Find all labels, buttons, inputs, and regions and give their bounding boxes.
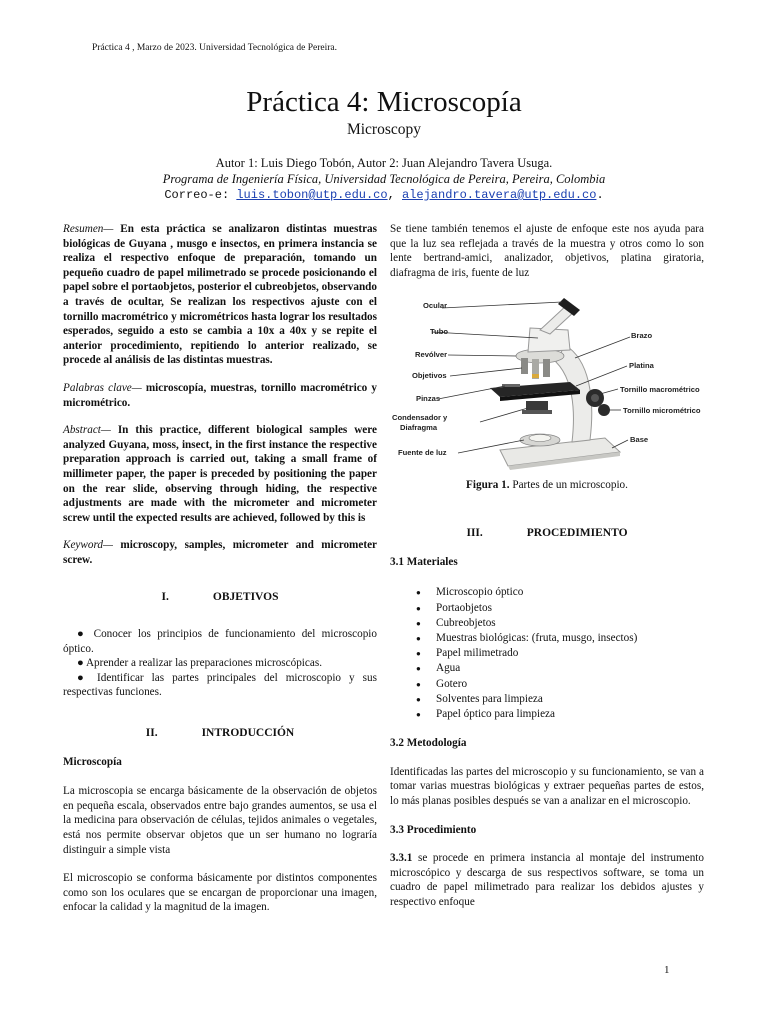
label-tornillo-micrometrico: Tornillo micrométrico — [623, 406, 701, 416]
label-pinzas: Pinzas — [416, 394, 441, 404]
email-prefix: Correo-e: — [164, 188, 237, 202]
right-column — [390, 222, 704, 910]
section-1-number: I. — [161, 591, 169, 604]
author-line: Autor 1: Luis Diego Tobón, Autor 2: Juan Alejandro Tavera Usuga. — [215, 156, 553, 170]
keywords-en-text: microscopy, samples, micrometer and micrometer screw. — [63, 539, 377, 566]
paper-title: Práctica 4: Microscopía — [246, 86, 522, 118]
label-tubo: Tubo — [430, 327, 448, 337]
author-block — [0, 155, 768, 203]
keywords-es-label: Palabras clave— — [63, 381, 142, 394]
left-column — [63, 222, 377, 915]
resumen-text: En esta práctica se analizaron distintas muestras biológicas de Guyana , musgo e insectos, en primera instancia se realiza el respectivo enfoque de preparación, tomando un pequeño cuadro de papel milimetrado se procede posicionando el papel sobre el portaobjetos, posterior el cubreobjetos, observando a través de ocultar, Se realizan los respectivos ajuste con el tornillo macrométrico y micrométricos hasta lograr los resultados esperados, seguido a esto se cambia a 10x a 40x y se repite el anterior procedimiento, repitiendo lo anterior realizado, se procede al análisis de las distintas muestras. — [63, 223, 377, 367]
keywords-es-text: microscopía, muestras, tornillo macrométrico y micrométrico. — [63, 381, 377, 409]
procedure-text: se procede en primera instancia al montaje del instrumento microscópico y descarga de sus respectivos software, se toma un cuadro de papel milimetrado para realizar los debidos ajustes y respectivo enfoque — [390, 852, 704, 908]
label-brazo: Brazo — [631, 331, 653, 341]
section-3-heading — [390, 526, 704, 541]
label-fuente-de-luz: Fuente de luz — [398, 448, 447, 458]
objective-item: ● Identificar las partes principales del microscopio y sus respectivas funciones. — [63, 671, 377, 699]
paper-subtitle: Microscopy — [346, 121, 422, 138]
list-item: ● Muestras biológicas: (fruta, musgo, insectos) — [436, 631, 704, 646]
list-item: ● Cubreobjetos — [436, 616, 704, 631]
email-separator: , — [387, 188, 402, 202]
figure-leader-lines — [432, 302, 630, 453]
section-2-heading — [63, 726, 377, 741]
microscope-illustration — [490, 298, 620, 470]
keywords-es-paragraph — [63, 381, 377, 410]
email-suffix: . — [596, 188, 604, 202]
right-intro-paragraph: Se tiene también tenemos el ajuste de enfoque este nos ayuda para que la luz sea reflejada a través de la muestra y otros como lo son lente bertrand-amici, analizador, objetivos, platina giratoria, diafragma de iris, fuente de luz — [390, 223, 704, 279]
email-link-1[interactable]: luis.tobon@utp.edu.co — [236, 188, 388, 202]
keywords-en-label: Keyword— — [63, 539, 113, 552]
section-2-number: II. — [145, 727, 158, 740]
section-3-number: III. — [466, 527, 483, 540]
email-link-2[interactable]: alejandro.tavera@utp.edu.co — [402, 188, 597, 202]
materials-heading: 3.1 Materiales — [390, 555, 458, 568]
resumen-paragraph — [63, 222, 377, 368]
section-2-title: INTRODUCCIÓN — [201, 727, 295, 740]
microscope-figure — [390, 290, 704, 474]
affiliation: Programa de Ingeniería Física, Universidad Tecnológica de Pereira, Pereira, Colombia — [162, 172, 606, 186]
label-ocular: Ocular — [423, 301, 448, 311]
figure-caption-label: Figura 1. — [466, 479, 510, 492]
list-item: ● Papel milimetrado — [436, 646, 704, 661]
intro-paragraph-1: La microscopia se encarga básicamente de la observación de objetos en pequeña escala, observados entre bajo grandes aumentos, se usa el la medicina para observación de células, tejidos animales o vegetales, está nos permite observar objetos que un ser humano no lograría distinguir a simple vista — [63, 785, 377, 856]
label-revolver: Revólver — [415, 350, 448, 360]
objective-item: ● Aprender a realizar las preparaciones microscópicas. — [77, 657, 322, 670]
abstract-paragraph — [63, 423, 377, 525]
list-item: ● Microscopio óptico — [436, 585, 704, 600]
resumen-label: Resumen— — [63, 223, 114, 235]
microscope-diagram — [390, 290, 704, 474]
microscopia-subheading: Microscopía — [63, 755, 122, 768]
label-platina: Platina — [629, 361, 654, 371]
page-number: 1 — [664, 964, 670, 976]
label-objetivos: Objetivos — [412, 371, 447, 381]
section-3-title: PROCEDIMIENTO — [526, 527, 628, 540]
figure-caption-text: Partes de un microscopio. — [509, 479, 628, 492]
section-1-title: OBJETIVOS — [212, 591, 279, 604]
section-1-heading — [63, 590, 377, 605]
list-item: ● Agua — [436, 661, 704, 676]
keywords-en-paragraph — [63, 538, 377, 567]
running-header: Práctica 4 , Marzo de 2023. Universidad Tecnológica de Pereira. — [92, 43, 338, 53]
procedure-paragraph — [390, 851, 704, 909]
figure-caption — [390, 478, 704, 493]
method-heading: 3.2 Metodología — [390, 737, 467, 750]
list-item: ● Papel óptico para limpieza — [436, 707, 704, 722]
method-paragraph: Identificadas las partes del microscopio y su funcionamiento, se van a tomar varias muestras biológicas y extraer pequeñas partes de estos, lo más planas posibles después se van a analizar en el microscopio. — [390, 765, 704, 807]
procedure-label: 3.3.1 — [390, 852, 413, 865]
intro-paragraph-2: El microscopio se conforma básicamente por distintos componentes como son los oculares que se encargan de proporcionar una imagen, enfocar la calidad y la magnitud de la imagen. — [63, 872, 377, 914]
list-item: ● Portaobjetos — [436, 601, 704, 616]
procedure-heading: 3.3 Procedimiento — [390, 823, 477, 836]
label-base: Base — [630, 435, 649, 445]
label-condensador: Condensador y — [392, 413, 448, 423]
label-diafragma: Diafragma — [400, 423, 438, 433]
abstract-text: In this practice, different biological samples were analyzed Guyana, moss, insect, in the first instance the respective preparation approach is carried out, taking a small frame of millimeter paper, the paper is preceded by positioning the paper on the rear slide, observing through hiding, the respective adjustments are made with the micrometer and micrometer screw until the expected results are achieved, followed by this is — [63, 424, 377, 524]
list-item: ● Gotero — [436, 677, 704, 692]
abstract-label: Abstract— — [63, 424, 111, 437]
label-tornillo-macrometrico: Tornillo macrométrico — [620, 385, 700, 395]
list-item: ● Solventes para limpieza — [436, 692, 704, 707]
objective-item: ● Conocer los principios de funcionamiento del microscopio óptico. — [63, 628, 377, 655]
email-line — [0, 187, 768, 203]
materials-list — [390, 585, 704, 722]
